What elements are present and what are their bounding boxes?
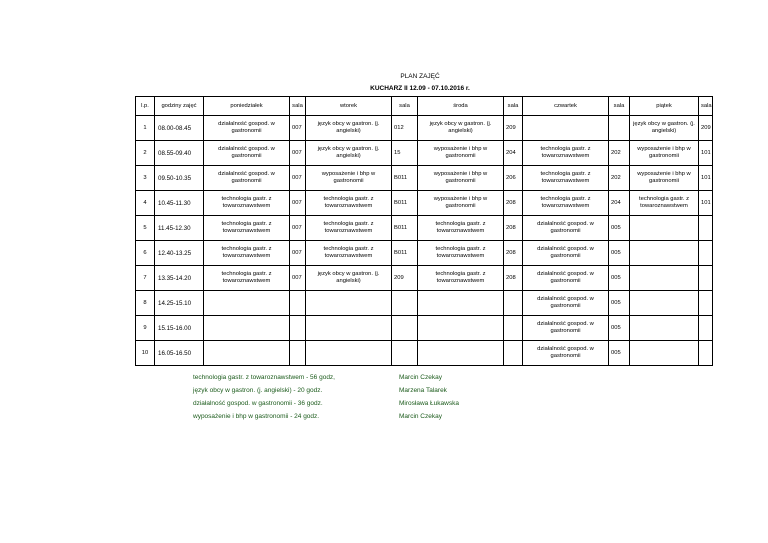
table-header-row	[136, 97, 713, 116]
time-slot: 08.00-08.45	[155, 116, 204, 141]
room-cell: 007	[290, 166, 306, 191]
room-cell	[699, 216, 713, 241]
row-number: 8	[136, 291, 155, 316]
room-cell: 101	[699, 141, 713, 166]
subject-cell	[630, 291, 699, 316]
column-header: l.p.	[136, 97, 155, 116]
row-number: 3	[136, 166, 155, 191]
table-row	[136, 291, 713, 316]
legend-subject: język obcy w gastron. (j. angielski) - 20 godz.	[193, 387, 323, 394]
room-cell: 101	[699, 191, 713, 216]
subject-cell: wyposażenie i bhp w gastronomii	[418, 191, 504, 216]
room-cell: B011	[392, 166, 418, 191]
room-cell: 005	[609, 341, 630, 366]
row-number: 4	[136, 191, 155, 216]
time-slot: 14.25-15.10	[155, 291, 204, 316]
subject-cell: technologia gastr. z towaroznawstwem	[523, 166, 609, 191]
subject-cell: wyposażenie i bhp w gastronomii	[630, 166, 699, 191]
subject-cell: wyposażenie i bhp w gastronomii	[418, 141, 504, 166]
room-cell: 204	[609, 191, 630, 216]
room-cell: 005	[609, 266, 630, 291]
column-header: sala	[392, 97, 418, 116]
room-cell: 204	[504, 141, 523, 166]
room-cell	[699, 291, 713, 316]
table-row	[136, 166, 713, 191]
subject-cell: technologia gastr. z towaroznawstwem	[204, 216, 290, 241]
subject-cell	[630, 216, 699, 241]
row-number: 1	[136, 116, 155, 141]
room-cell	[699, 241, 713, 266]
legend-subject: technologia gastr. z towaroznawstwem - 56 godz,	[193, 374, 335, 381]
subject-cell: technologia gastr. z towaroznawstwem	[418, 241, 504, 266]
time-slot: 09.50-10.35	[155, 166, 204, 191]
subject-cell: działalność gospod. w gastronomii	[204, 116, 290, 141]
room-cell	[504, 341, 523, 366]
room-cell	[504, 291, 523, 316]
room-cell: 005	[609, 316, 630, 341]
room-cell	[392, 316, 418, 341]
subject-cell: działalność gospod. w gastronomii	[523, 341, 609, 366]
room-cell	[290, 291, 306, 316]
subject-cell: wyposażenie i bhp w gastronomii	[630, 141, 699, 166]
room-cell: 005	[609, 241, 630, 266]
subject-cell: język obcy w gastron. (j. angielski)	[630, 116, 699, 141]
room-cell: 005	[609, 291, 630, 316]
subject-cell: język obcy w gastron. (j. angielski)	[418, 116, 504, 141]
table-row	[136, 141, 713, 166]
subject-cell: wyposażenie i bhp w gastronomii	[418, 166, 504, 191]
room-cell: 202	[609, 166, 630, 191]
room-cell	[392, 291, 418, 316]
table-row	[136, 316, 713, 341]
subject-cell: język obcy w gastron. (j. angielski)	[306, 141, 392, 166]
table-row	[136, 191, 713, 216]
subject-cell: technologia gastr. z towaroznawstwem	[306, 191, 392, 216]
subject-cell: działalność gospod. w gastronomii	[523, 216, 609, 241]
column-header: sala	[609, 97, 630, 116]
subject-cell	[418, 291, 504, 316]
subject-cell	[306, 341, 392, 366]
room-cell	[504, 316, 523, 341]
row-number: 5	[136, 216, 155, 241]
subject-cell: technologia gastr. z towaroznawstwem	[204, 266, 290, 291]
subject-cell: wyposażenie i bhp w gastronomii	[306, 166, 392, 191]
subject-cell	[630, 341, 699, 366]
room-cell	[392, 341, 418, 366]
row-number: 2	[136, 141, 155, 166]
room-cell: 209	[504, 116, 523, 141]
room-cell	[699, 266, 713, 291]
column-header: sala	[699, 97, 713, 116]
room-cell: 007	[290, 191, 306, 216]
subject-cell: technologia gastr. z towaroznawstwem	[418, 266, 504, 291]
room-cell: 012	[392, 116, 418, 141]
time-slot: 08.55-09.40	[155, 141, 204, 166]
row-number: 7	[136, 266, 155, 291]
legend-subject: działalność gospod. w gastronomii - 36 godz.	[193, 400, 323, 407]
table-row	[136, 266, 713, 291]
column-header: czwartek	[523, 97, 609, 116]
room-cell: B011	[392, 216, 418, 241]
subject-cell: technologia gastr. z towaroznawstwem	[306, 216, 392, 241]
subject-cell: działalność gospod. w gastronomii	[204, 141, 290, 166]
subject-cell: działalność gospod. w gastronomii	[204, 166, 290, 191]
room-cell: 007	[290, 216, 306, 241]
subject-cell	[418, 341, 504, 366]
subject-cell: działalność gospod. w gastronomii	[523, 266, 609, 291]
room-cell: 007	[290, 241, 306, 266]
room-cell: 208	[504, 216, 523, 241]
subject-cell	[306, 316, 392, 341]
column-header: sala	[504, 97, 523, 116]
column-header: godziny zajęć	[155, 97, 204, 116]
time-slot: 10.45-11.30	[155, 191, 204, 216]
subject-cell: technologia gastr. z towaroznawstwem	[523, 191, 609, 216]
room-cell	[290, 341, 306, 366]
time-slot: 16.05-16.50	[155, 341, 204, 366]
subject-cell: technologia gastr. z towaroznawstwem	[204, 191, 290, 216]
subject-cell	[204, 341, 290, 366]
room-cell: 208	[504, 191, 523, 216]
legend-teacher: Marcin Czekay	[399, 374, 442, 381]
room-cell: 208	[504, 266, 523, 291]
subject-cell	[306, 291, 392, 316]
legend-teacher: Marcin Czekay	[399, 413, 442, 420]
column-header: środa	[418, 97, 504, 116]
room-cell: B011	[392, 191, 418, 216]
subject-cell: działalność gospod. w gastronomii	[523, 291, 609, 316]
column-header: poniedziałek	[204, 97, 290, 116]
room-cell: 005	[609, 216, 630, 241]
table-row	[136, 216, 713, 241]
room-cell: 209	[392, 266, 418, 291]
subject-cell: technologia gastr. z towaroznawstwem	[204, 241, 290, 266]
room-cell	[699, 341, 713, 366]
subject-cell	[630, 316, 699, 341]
subject-cell: technologia gastr. z towaroznawstwem	[418, 216, 504, 241]
room-cell: 209	[699, 116, 713, 141]
row-number: 10	[136, 341, 155, 366]
subject-cell	[418, 316, 504, 341]
table-row	[136, 341, 713, 366]
page-subtitle: KUCHARZ II 12.09 - 07.10.2016 r.	[370, 85, 470, 92]
table-row	[136, 116, 713, 141]
room-cell: B011	[392, 241, 418, 266]
time-slot: 11.45-12.30	[155, 216, 204, 241]
room-cell: 15	[392, 141, 418, 166]
room-cell	[290, 316, 306, 341]
room-cell	[609, 116, 630, 141]
subject-cell: działalność gospod. w gastronomii	[523, 316, 609, 341]
subject-cell: technologia gastr. z towaroznawstwem	[630, 191, 699, 216]
room-cell	[699, 316, 713, 341]
time-slot: 15.15-16.00	[155, 316, 204, 341]
subject-cell	[204, 291, 290, 316]
legend-teacher: Marzena Talarek	[399, 387, 447, 394]
table-row	[136, 241, 713, 266]
room-cell: 202	[609, 141, 630, 166]
legend-teacher: Mirosława Łukawska	[399, 400, 459, 407]
room-cell: 007	[290, 116, 306, 141]
row-number: 9	[136, 316, 155, 341]
room-cell: 007	[290, 266, 306, 291]
subject-cell: technologia gastr. z towaroznawstwem	[306, 241, 392, 266]
room-cell: 101	[699, 166, 713, 191]
subject-cell: język obcy w gastron. (j. angielski)	[306, 116, 392, 141]
subject-cell: język obcy w gastron. (j. angielski)	[306, 266, 392, 291]
subject-cell	[204, 316, 290, 341]
subject-cell: działalność gospod. w gastronomii	[523, 241, 609, 266]
time-slot: 13.35-14.20	[155, 266, 204, 291]
schedule-table	[135, 96, 713, 366]
legend-subject: wyposażenie i bhp w gastronomii - 24 godz.	[193, 413, 320, 420]
room-cell: 208	[504, 241, 523, 266]
column-header: sala	[290, 97, 306, 116]
subject-cell	[523, 116, 609, 141]
room-cell: 206	[504, 166, 523, 191]
subject-cell	[630, 266, 699, 291]
subject-cell	[630, 241, 699, 266]
column-header: wtorek	[306, 97, 392, 116]
column-header: piątek	[630, 97, 699, 116]
subject-cell: technologia gastr. z towaroznawstwem	[523, 141, 609, 166]
page-title: PLAN ZAJĘĆ	[400, 73, 440, 80]
row-number: 6	[136, 241, 155, 266]
room-cell: 007	[290, 141, 306, 166]
time-slot: 12.40-13.25	[155, 241, 204, 266]
